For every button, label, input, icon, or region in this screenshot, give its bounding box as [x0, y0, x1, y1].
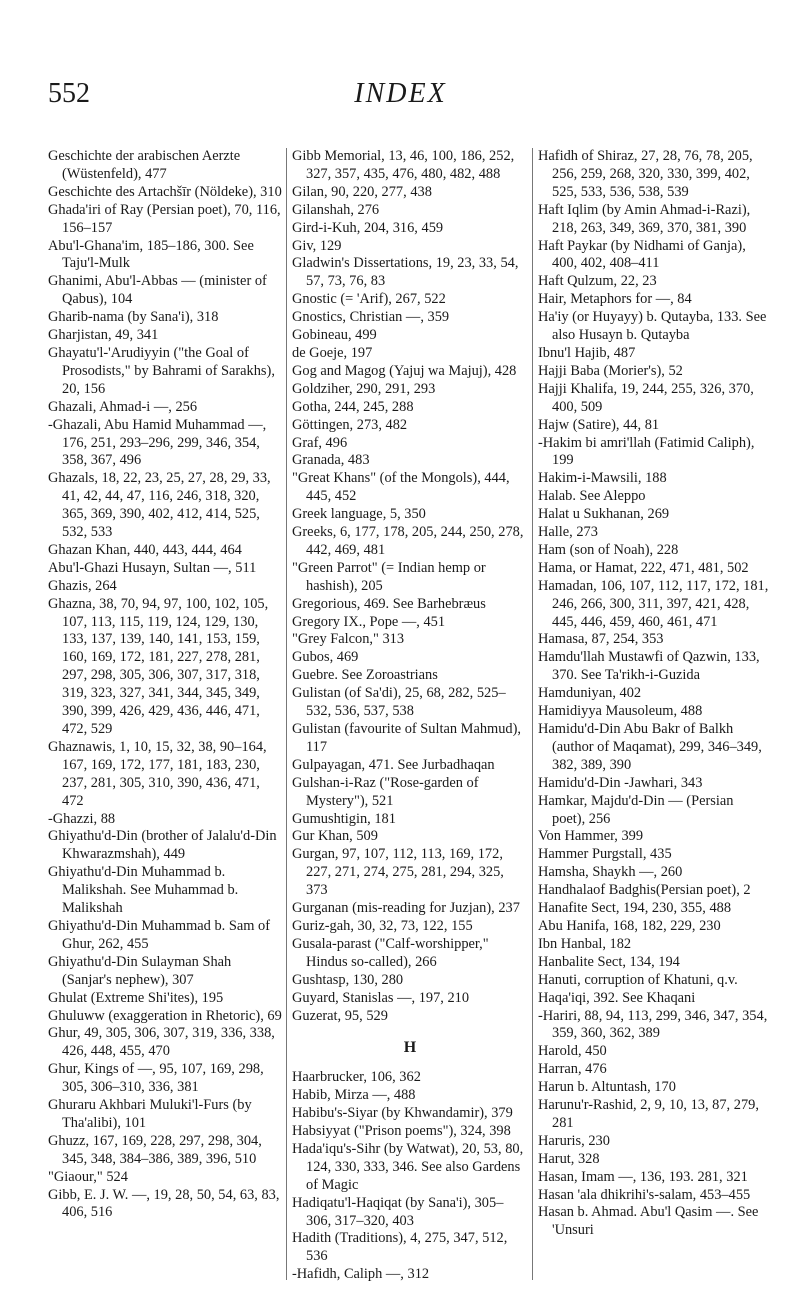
index-entry: Ibn Hanbal, 182 [538, 935, 632, 952]
index-entry: Gnostics, Christian —, 359 [292, 309, 450, 326]
index-entry: de Goeje, 197 [292, 344, 373, 361]
index-entry: Harunu'r-Rashid, 2, 9, 10, 13, 87, 279, 281 [538, 1097, 759, 1131]
index-entry: Harun b. Altuntash, 170 [538, 1079, 676, 1096]
index-entry: Gregory IX., Pope —, 451 [292, 613, 446, 630]
index-entry: Gur Khan, 509 [292, 828, 378, 845]
index-entry: Gulistan (favourite of Sultan Mahmud), 117 [292, 721, 522, 755]
index-entry: Guzerat, 95, 529 [292, 1007, 388, 1024]
index-entry: Hair, Metaphors for —, 84 [538, 291, 692, 308]
index-entry: Gilan, 90, 220, 277, 438 [292, 183, 432, 200]
index-entry: Gushtasp, 130, 280 [292, 971, 404, 988]
index-entry: Greeks, 6, 177, 178, 205, 244, 250, 278, 442, 469, 481 [292, 524, 524, 558]
index-column-2 [292, 148, 528, 1284]
index-columns [48, 148, 769, 1283]
index-entry: Halat u Sukhanan, 269 [538, 506, 670, 523]
index-entry: "Green Parrot" (= Indian hemp or hashish), 205 [292, 559, 486, 594]
index-entry: Hamidu'd-Din Abu Bakr of Balkh (author of Maqamat), 299, 346–349, 382, 389, 390 [538, 721, 762, 773]
index-entry: Abu'l-Ghana'im, 185–186, 300. See Taju'l-Mulk [48, 237, 254, 272]
index-entry: Gharib-nama (by Sana'i), 318 [48, 309, 219, 326]
index-entry: Haqa'iqi, 392. See Khaqani [538, 989, 696, 1006]
index-entry: Gog and Magog (Yajuj wa Majuj), 428 [292, 362, 517, 379]
index-entry: Ghuluww (exaggeration in Rhetoric), 69 [48, 1007, 282, 1024]
index-entry: Gotha, 244, 245, 288 [292, 398, 414, 415]
index-entry: Habsiyyat ("Prison poems"), 324, 398 [292, 1123, 511, 1140]
index-entry: "Giaour," 524 [48, 1168, 128, 1185]
index-entry: Ghazna, 38, 70, 94, 97, 100, 102, 105, 107, 113, 115, 119, 124, 129, 130, 133, 137, 139, 140, 141, 153, 159, 160, 169, 172, 181, 227, 278, 281, 297, 298, 305, 306, 307, 317, 318, 319, 323, 327, 341, 344, 345, 349, 390, 399, 426, 429, 436, 446, 471, 472, 529 [48, 595, 269, 737]
column-divider [286, 148, 287, 1280]
index-entry: Gusala-parast ("Calf-worshipper," Hindus so-called), 266 [292, 935, 489, 970]
index-entry: Haruris, 230 [538, 1132, 610, 1149]
index-entry: Habib, Mirza —, 488 [292, 1087, 416, 1104]
index-entry: Von Hammer, 399 [538, 828, 644, 845]
index-entry: Ghiyathu'd-Din (brother of Jalalu'd-Din Khwarazmshah), 449 [48, 828, 277, 863]
index-entry: Gibb, E. J. W. —, 19, 28, 50, 54, 63, 83, 406, 516 [48, 1186, 280, 1221]
index-entry: Hajji Baba (Morier's), 52 [538, 362, 683, 379]
index-entry: Gnostic (= 'Arif), 267, 522 [292, 291, 446, 308]
index-entry: Göttingen, 273, 482 [292, 416, 408, 433]
page-number: 552 [48, 78, 90, 109]
index-entry: Halle, 273 [538, 524, 598, 541]
index-entry: Guriz-gah, 30, 32, 73, 122, 155 [292, 917, 473, 934]
index-entry: Hanuti, corruption of Khatuni, q.v. [538, 971, 738, 988]
index-entry: Haft Qulzum, 22, 23 [538, 273, 657, 290]
index-entry: Hanbalite Sect, 134, 194 [538, 953, 680, 970]
index-entry: Hada'iqu's-Sihr (by Watwat), 20, 53, 80, 124, 330, 333, 346. See also Gardens of Magic [292, 1140, 524, 1193]
index-entry: Hanafite Sect, 194, 230, 355, 488 [538, 900, 732, 917]
index-entry: Gobineau, 499 [292, 327, 377, 344]
index-entry: Ghiyathu'd-Din Sulayman Shah (Sanjar's nephew), 307 [48, 953, 232, 988]
column-divider [532, 148, 533, 1280]
index-entry: Handhalaof Badghis(Persian poet), 2 [538, 882, 751, 899]
index-entry: Gladwin's Dissertations, 19, 23, 33, 54, 57, 73, 76, 83 [292, 255, 519, 290]
index-entry: Ghada'iri of Ray (Persian poet), 70, 116, 156–157 [48, 201, 281, 236]
index-entry: Ghazali, Ahmad-i —, 256 [48, 398, 198, 415]
section-letter: H [403, 1039, 417, 1057]
index-entry: Hamidu'd-Din -Jawhari, 343 [538, 774, 703, 791]
index-entry: Gird-i-Kuh, 204, 316, 459 [292, 219, 444, 236]
index-entry: Ghur, Kings of —, 95, 107, 169, 298, 305, 306–310, 336, 381 [48, 1061, 264, 1096]
index-entry: Hajw (Satire), 44, 81 [538, 416, 660, 433]
index-entry: Ghanimi, Abu'l-Abbas — (minister of Qabus), 104 [48, 273, 267, 308]
index-entry: Abu Hanifa, 168, 182, 229, 230 [538, 917, 721, 934]
index-entry: Hasan b. Ahmad. Abu'l Qasim —. See 'Unsuri [538, 1204, 759, 1239]
index-entry: Gurgan, 97, 107, 112, 113, 169, 172, 227, 271, 274, 275, 281, 294, 325, 373 [292, 846, 504, 899]
index-entry: -Ghazzi, 88 [48, 810, 116, 827]
index-entry: Granada, 483 [292, 452, 370, 469]
index-entry: Ghuraru Akhbari Muluki'l-Furs (by Tha'alibi), 101 [48, 1097, 252, 1131]
index-entry: -Hafidh, Caliph —, 312 [292, 1266, 430, 1283]
index-entry: Hammer Purgstall, 435 [538, 846, 672, 863]
index-entry: Haarbrucker, 106, 362 [292, 1069, 421, 1086]
index-entry: Guyard, Stanislas —, 197, 210 [292, 989, 470, 1006]
index-entry: Gubos, 469 [292, 649, 359, 666]
index-entry: Gilanshah, 276 [292, 201, 380, 218]
index-entry: Goldziher, 290, 291, 293 [292, 380, 436, 397]
index-entry: Hamsha, Shaykh —, 260 [538, 864, 683, 881]
index-entry: Giv, 129 [292, 237, 342, 254]
index-entry: Hamduniyan, 402 [538, 685, 642, 702]
index-entry: Gulshan-i-Raz ("Rose-garden of Mystery"), 521 [292, 774, 479, 809]
index-entry: Gibb Memorial, 13, 46, 100, 186, 252, 327, 357, 435, 476, 480, 482, 488 [292, 148, 515, 182]
index-entry: Hafidh of Shiraz, 27, 28, 76, 78, 205, 256, 259, 268, 320, 330, 399, 402, 525, 533, 536, 538, 539 [538, 148, 753, 200]
index-entry: Abu'l-Ghazi Husayn, Sultan —, 511 [48, 559, 257, 576]
index-entry: Ibnu'l Hajib, 487 [538, 344, 636, 361]
index-entry: Harut, 328 [538, 1150, 600, 1167]
index-entry: Gumushtigin, 181 [292, 810, 396, 827]
index-entry: Greek language, 5, 350 [292, 506, 426, 523]
index-entry: Ghur, 49, 305, 306, 307, 319, 336, 338, 426, 448, 455, 470 [48, 1025, 275, 1060]
index-entry: Hadith (Traditions), 4, 275, 347, 512, 536 [292, 1230, 508, 1265]
index-entry: Gulpayagan, 471. See Jurbadhaqan [292, 756, 495, 773]
index-entry: -Hakim bi amri'llah (Fatimid Caliph), 199 [538, 434, 755, 469]
index-entry: Ghazis, 264 [48, 577, 117, 594]
index-entry: "Grey Falcon," 313 [292, 631, 405, 648]
index-entry: Ha'iy (or Huyayy) b. Qutayba, 133. See also Husayn b. Qutayba [538, 309, 767, 344]
index-entry: Gurganan (mis-reading for Juzjan), 237 [292, 900, 520, 917]
index-entry: Geschichte der arabischen Aerzte (Wüstenfeld), 477 [48, 148, 241, 182]
index-entry: Hamidiyya Mausoleum, 488 [538, 703, 703, 720]
index-entry: Hasan, Imam —, 136, 193. 281, 321 [538, 1168, 748, 1185]
page-header [0, 78, 801, 118]
index-entry: Ghiyathu'd-Din Muhammad b. Malikshah. See Muhammad b. Malikshah [48, 864, 239, 917]
index-entry: Hamadan, 106, 107, 112, 117, 172, 181, 246, 266, 300, 311, 397, 421, 428, 445, 446, 459, 460, 461, 471 [538, 577, 769, 630]
index-entry: -Ghazali, Abu Hamid Muhammad —, 176, 251, 293–296, 299, 346, 354, 358, 367, 496 [48, 416, 267, 469]
index-entry: Geschichte des Artachšīr (Nöldeke), 310 [48, 183, 282, 200]
index-entry: "Great Khans" (of the Mongols), 444, 445, 452 [292, 470, 510, 505]
index-entry: Hamdu'llah Mustawfi of Qazwin, 133, 370. See Ta'rikh-i-Guzida [538, 649, 760, 684]
index-entry: Guebre. See Zoroastrians [292, 667, 438, 684]
index-entry: Ghaznawis, 1, 10, 15, 32, 38, 90–164, 167, 169, 172, 177, 181, 183, 230, 237, 281, 305, 310, 390, 436, 471, 472 [48, 738, 267, 809]
index-entry: Hadiqatu'l-Haqiqat (by Sana'i), 305–306, 317–320, 403 [292, 1194, 504, 1229]
index-entry: Halab. See Aleppo [538, 488, 646, 505]
index-entry: Harran, 476 [538, 1061, 607, 1078]
index-entry: Gregorious, 469. See Barhebræus [292, 595, 486, 612]
index-entry: Hamasa, 87, 254, 353 [538, 631, 664, 648]
index-column-1 [48, 148, 284, 1222]
index-entry: Hajji Khalifa, 19, 244, 255, 326, 370, 400, 509 [538, 380, 754, 415]
index-entry: -Hariri, 88, 94, 113, 299, 346, 347, 354, 359, 360, 362, 389 [538, 1007, 768, 1042]
index-entry: Graf, 496 [292, 434, 348, 451]
index-entry: Gulistan (of Sa'di), 25, 68, 282, 525–532, 536, 537, 538 [292, 685, 506, 720]
index-entry: Hama, or Hamat, 222, 471, 481, 502 [538, 559, 749, 576]
index-entry: Ghazan Khan, 440, 443, 444, 464 [48, 541, 242, 558]
index-entry: Hamkar, Majdu'd-Din — (Persian poet), 256 [538, 792, 734, 827]
index-entry: Gharjistan, 49, 341 [48, 327, 159, 344]
index-entry: Ghulat (Extreme Shi'ites), 195 [48, 989, 224, 1006]
index-entry: Harold, 450 [538, 1043, 607, 1060]
index-column-3 [538, 148, 770, 1240]
index-entry: Ham (son of Noah), 228 [538, 541, 679, 558]
index-entry: Ghayatu'l-'Arudiyyin ("the Goal of Prosodists," by Bahrami of Sarakhs), 20, 156 [48, 344, 275, 397]
index-entry: Ghuzz, 167, 169, 228, 297, 298, 304, 345, 348, 384–386, 389, 396, 510 [48, 1132, 262, 1167]
index-entry: Haft Paykar (by Nidhami of Ganja), 400, 402, 408–411 [538, 237, 746, 272]
index-entry: Hakim-i-Mawsili, 188 [538, 470, 667, 487]
index-entry: Habibu's-Siyar (by Khwandamir), 379 [292, 1105, 513, 1122]
index-entry: Ghazals, 18, 22, 23, 25, 27, 28, 29, 33, 41, 42, 44, 47, 116, 246, 318, 320, 365, 369, 390, 402, 412, 414, 525, 532, 533 [48, 470, 271, 541]
running-title: INDEX [354, 78, 447, 109]
index-entry: Hasan 'ala dhikrihi's-salam, 453–455 [538, 1186, 751, 1203]
index-entry: Ghiyathu'd-Din Muhammad b. Sam of Ghur, 262, 455 [48, 917, 271, 952]
index-entry: Haft Iqlim (by Amin Ahmad-i-Razi), 218, 263, 349, 369, 370, 381, 390 [538, 201, 751, 236]
